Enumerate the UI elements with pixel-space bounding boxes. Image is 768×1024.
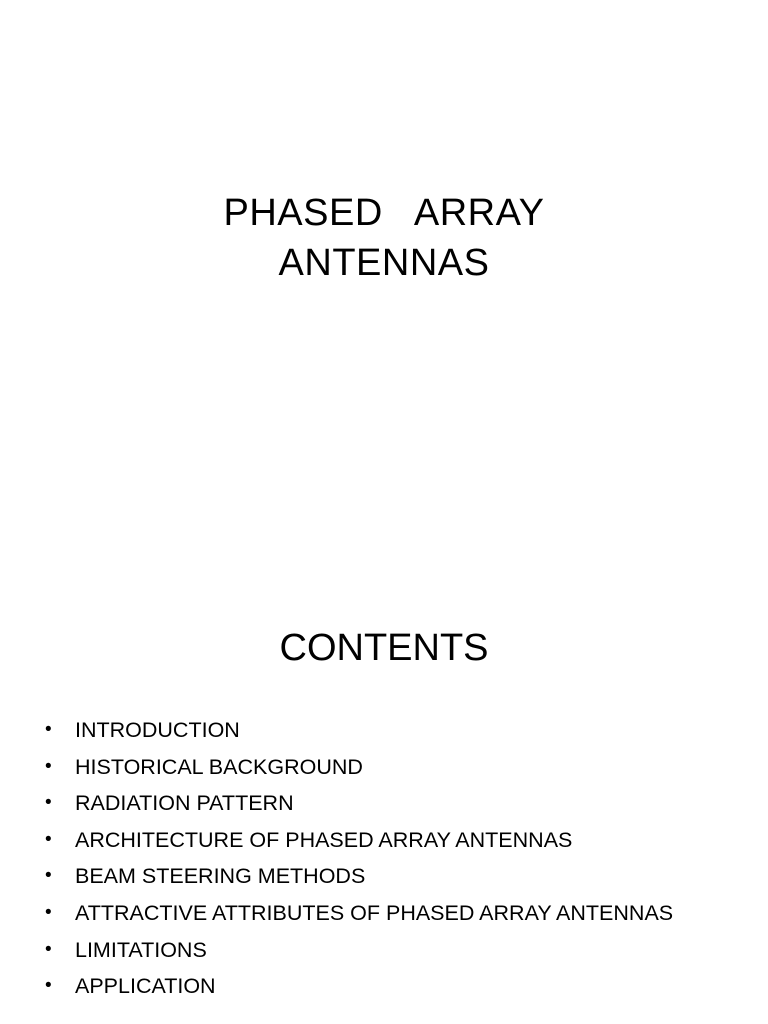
contents-item-radiation-pattern <box>0 785 768 822</box>
contents-item-beam-steering <box>0 858 768 895</box>
title-line-1: PHASED ARRAY <box>223 192 545 234</box>
contents-item-architecture <box>0 822 768 859</box>
bullet-icon: • <box>45 938 52 960</box>
contents-item-text: APPLICATION <box>75 974 216 999</box>
bullet-icon: • <box>45 975 52 997</box>
contents-item-text: HISTORICAL BACKGROUND <box>75 754 363 779</box>
bullet-icon: • <box>45 792 52 814</box>
contents-list <box>0 712 768 1005</box>
contents-item-text: BEAM STEERING METHODS <box>75 864 366 889</box>
contents-item-text: ARCHITECTURE OF PHASED ARRAY ANTENNAS <box>75 827 573 852</box>
contents-item-attractive-attributes <box>0 895 768 932</box>
contents-item-limitations <box>0 932 768 969</box>
bullet-icon: • <box>45 901 52 923</box>
contents-heading: CONTENTS <box>279 627 489 669</box>
bullet-icon: • <box>45 828 52 850</box>
contents-item-text: INTRODUCTION <box>75 718 240 742</box>
contents-item-application <box>0 968 768 1005</box>
contents-item-introduction <box>0 712 768 749</box>
title-line-2: ANTENNAS <box>278 242 490 284</box>
slide-title <box>0 188 768 288</box>
contents-item-text: ATTRACTIVE ATTRIBUTES OF PHASED ARRAY ANTENNAS <box>75 900 674 925</box>
contents-item-text: LIMITATIONS <box>75 937 207 962</box>
bullet-icon: • <box>45 865 52 887</box>
contents-item-text: RADIATION PATTERN <box>75 791 294 816</box>
contents-item-historical-background <box>0 749 768 786</box>
contents-slide <box>0 576 768 1024</box>
bullet-icon: • <box>45 755 52 777</box>
bullet-icon: • <box>45 719 52 740</box>
